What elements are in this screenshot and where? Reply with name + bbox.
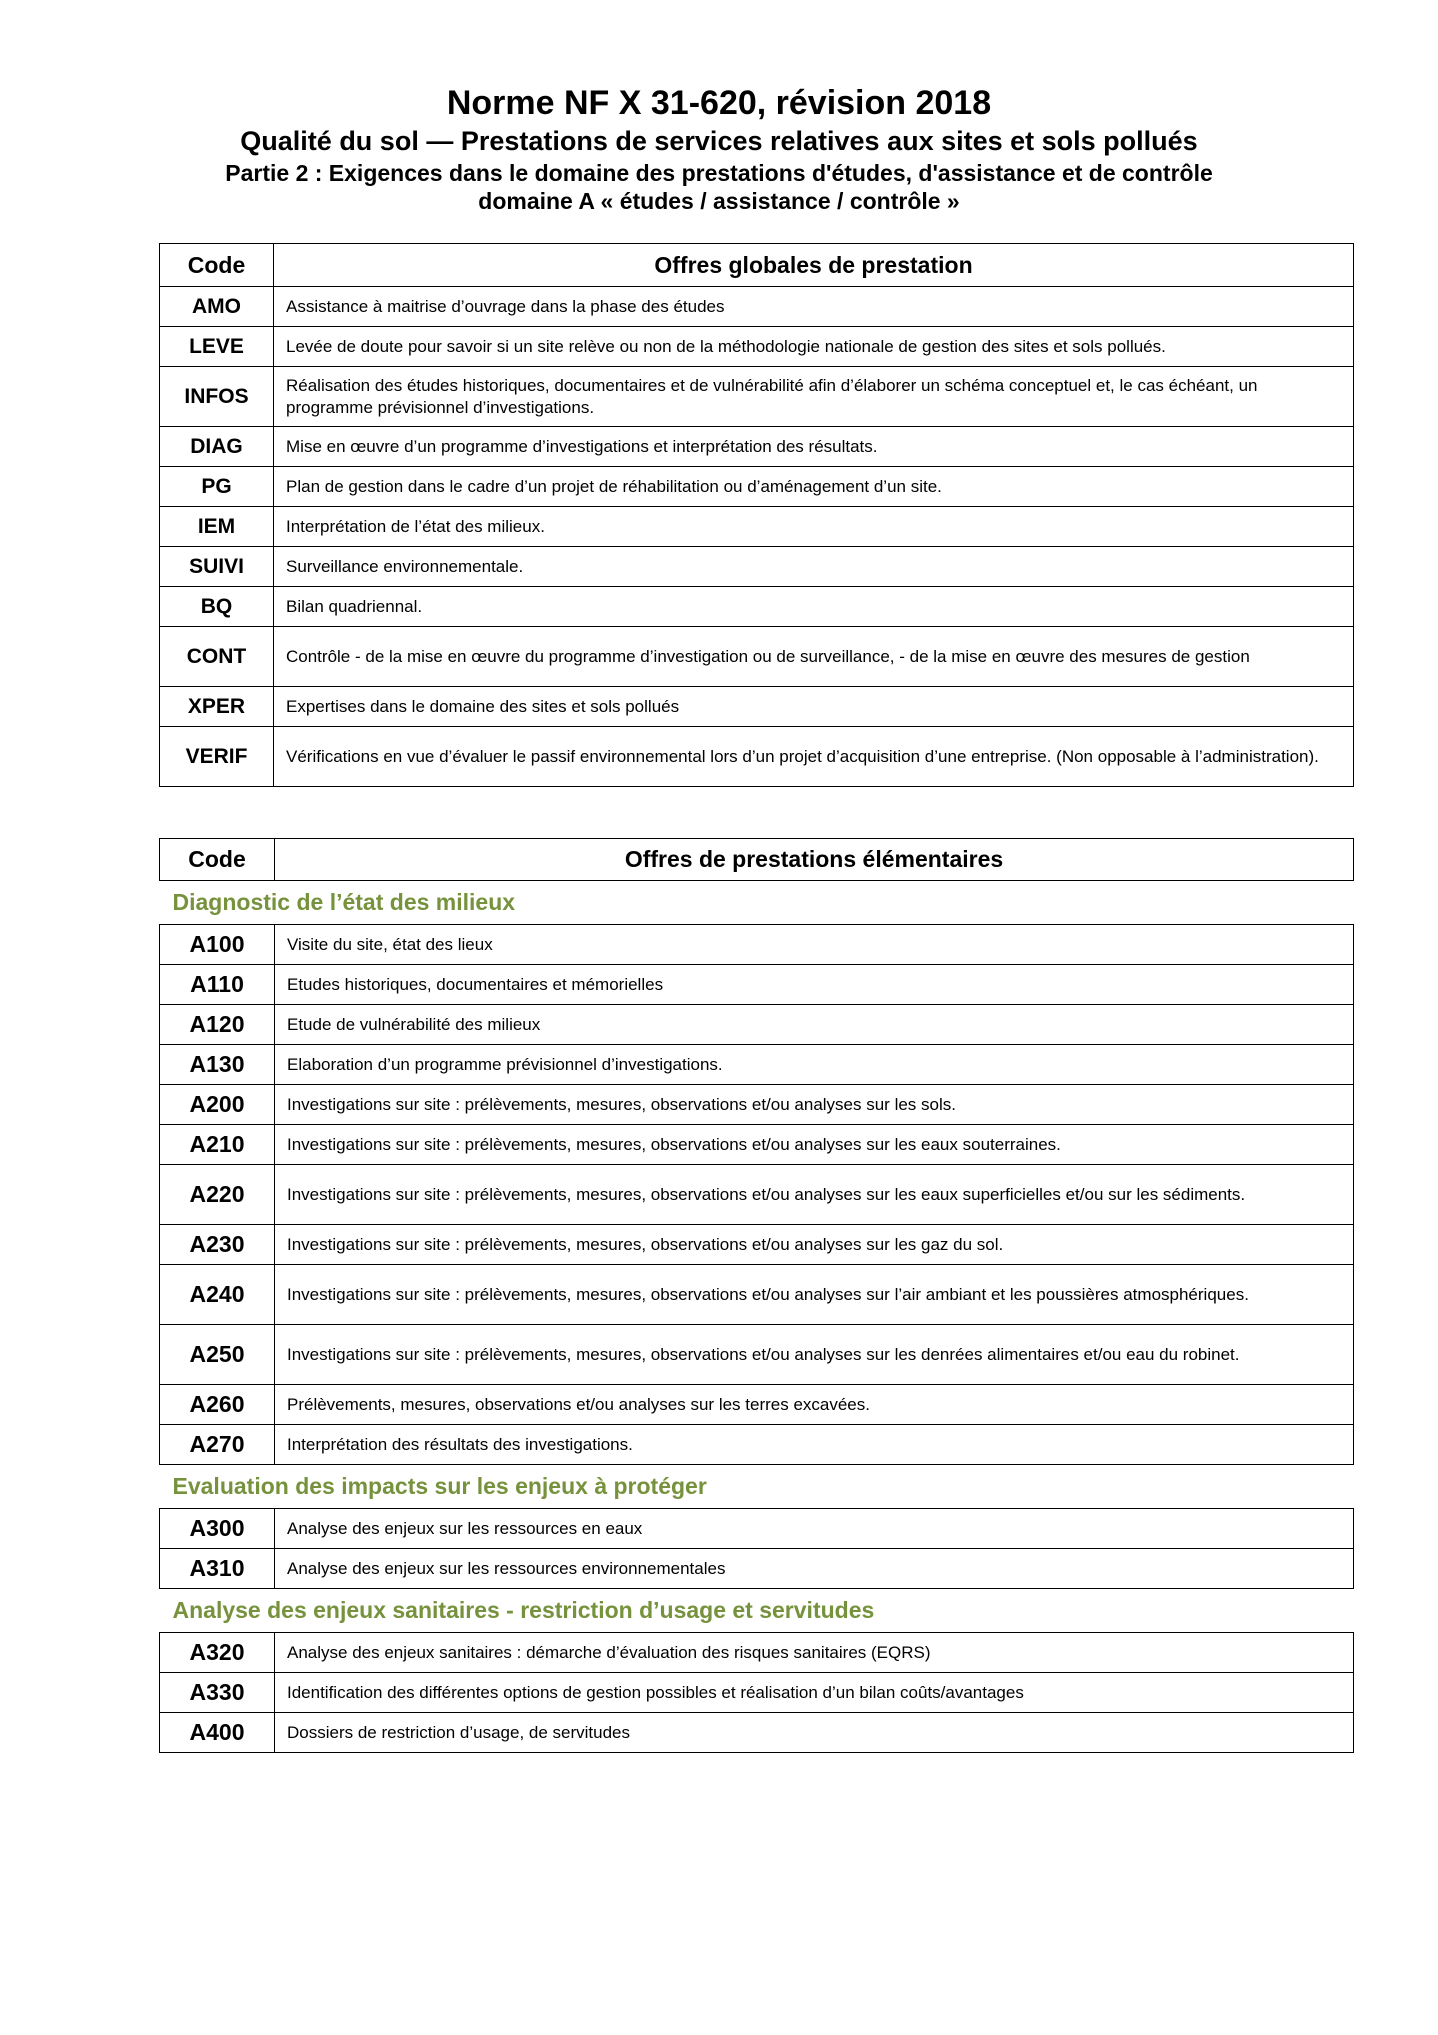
row-description: Réalisation des études historiques, documentaires et de vulnérabilité afin d’élaborer un schéma conceptuel et, le cas échéant, un programme prévisionnel d’investigations. <box>274 367 1354 427</box>
column-header-offers: Offres de prestations élémentaires <box>275 839 1354 881</box>
row-description: Investigations sur site : prélèvements, mesures, observations et/ou analyses sur les eaux superficielles et/ou sur les sédiments. <box>275 1165 1354 1225</box>
table-row <box>160 1549 1354 1589</box>
row-description: Investigations sur site : prélèvements, mesures, observations et/ou analyses sur les gaz du sol. <box>275 1225 1354 1265</box>
column-header-code: Code <box>160 839 275 881</box>
row-code: A200 <box>160 1085 275 1125</box>
row-code: A120 <box>160 1005 275 1045</box>
row-code: PG <box>160 467 274 507</box>
table-row <box>160 427 1354 467</box>
table-row <box>160 1225 1354 1265</box>
table-row <box>160 1385 1354 1425</box>
table-row <box>160 507 1354 547</box>
section-heading-row <box>160 1589 1354 1633</box>
row-description: Visite du site, état des lieux <box>275 925 1354 965</box>
row-description: Vérifications en vue d’évaluer le passif environnemental lors d’un projet d’acquisition d’une entreprise. (Non opposable à l’administration). <box>274 727 1354 787</box>
row-code: AMO <box>160 287 274 327</box>
table-row <box>160 1509 1354 1549</box>
table-row <box>160 687 1354 727</box>
table-row <box>160 327 1354 367</box>
table-row <box>160 1125 1354 1165</box>
table-row <box>160 1633 1354 1673</box>
row-code: A210 <box>160 1125 275 1165</box>
row-description: Contrôle - de la mise en œuvre du programme d’investigation ou de surveillance, - de la mise en œuvre des mesures de gestion <box>274 627 1354 687</box>
section-heading: Analyse des enjeux sanitaires - restriction d’usage et servitudes <box>160 1589 1354 1633</box>
table-row <box>160 1085 1354 1125</box>
row-code: A270 <box>160 1425 275 1465</box>
table-row <box>160 587 1354 627</box>
table-row <box>160 467 1354 507</box>
row-description: Investigations sur site : prélèvements, mesures, observations et/ou analyses sur les eaux souterraines. <box>275 1125 1354 1165</box>
row-code: A260 <box>160 1385 275 1425</box>
row-description: Interprétation des résultats des investigations. <box>275 1425 1354 1465</box>
elementary-offers-table <box>159 838 1354 1753</box>
row-description: Etudes historiques, documentaires et mémorielles <box>275 965 1354 1005</box>
document-part: Partie 2 : Exigences dans le domaine des prestations d'études, d'assistance et de contrôle <box>225 160 1213 186</box>
row-description: Dossiers de restriction d’usage, de servitudes <box>275 1713 1354 1753</box>
table-row <box>160 965 1354 1005</box>
row-code: LEVE <box>160 327 274 367</box>
table-row <box>160 1165 1354 1225</box>
row-code: VERIF <box>160 727 274 787</box>
row-code: INFOS <box>160 367 274 427</box>
section-heading: Diagnostic de l’état des milieux <box>160 881 1354 925</box>
table-row <box>160 1045 1354 1085</box>
document-domain: domaine A « études / assistance / contrôle » <box>478 188 960 214</box>
table-row <box>160 547 1354 587</box>
section-heading-row <box>160 881 1354 925</box>
table-row <box>160 1425 1354 1465</box>
table-header-row <box>160 244 1354 287</box>
row-description: Analyse des enjeux sur les ressources en eaux <box>275 1509 1354 1549</box>
row-description: Investigations sur site : prélèvements, mesures, observations et/ou analyses sur les denrées alimentaires et/ou eau du robinet. <box>275 1325 1354 1385</box>
row-description: Bilan quadriennal. <box>274 587 1354 627</box>
table-row <box>160 1713 1354 1753</box>
row-description: Mise en œuvre d’un programme d’investigations et interprétation des résultats. <box>274 427 1354 467</box>
row-code: A240 <box>160 1265 275 1325</box>
row-description: Prélèvements, mesures, observations et/ou analyses sur les terres excavées. <box>275 1385 1354 1425</box>
table-row <box>160 925 1354 965</box>
row-code: A110 <box>160 965 275 1005</box>
section-heading: Evaluation des impacts sur les enjeux à protéger <box>160 1465 1354 1509</box>
row-description: Investigations sur site : prélèvements, mesures, observations et/ou analyses sur l’air ambiant et les poussières atmosphériques. <box>275 1265 1354 1325</box>
table-header-row <box>160 839 1354 881</box>
row-code: A300 <box>160 1509 275 1549</box>
row-description: Etude de vulnérabilité des milieux <box>275 1005 1354 1045</box>
row-code: SUIVI <box>160 547 274 587</box>
table-row <box>160 1005 1354 1045</box>
table-row <box>160 1265 1354 1325</box>
column-header-code: Code <box>160 244 274 287</box>
table-row <box>160 1673 1354 1713</box>
document-subtitle: Qualité du sol — Prestations de services relatives aux sites et sols pollués <box>240 126 1198 156</box>
row-code: A320 <box>160 1633 275 1673</box>
row-description: Levée de doute pour savoir si un site relève ou non de la méthodologie nationale de gestion des sites et sols pollués. <box>274 327 1354 367</box>
row-code: A220 <box>160 1165 275 1225</box>
row-code: A250 <box>160 1325 275 1385</box>
row-code: CONT <box>160 627 274 687</box>
row-description: Interprétation de l’état des milieux. <box>274 507 1354 547</box>
row-description: Expertises dans le domaine des sites et sols pollués <box>274 687 1354 727</box>
table-row <box>160 1325 1354 1385</box>
row-code: XPER <box>160 687 274 727</box>
table-row <box>160 727 1354 787</box>
row-description: Identification des différentes options de gestion possibles et réalisation d’un bilan coûts/avantages <box>275 1673 1354 1713</box>
row-description: Plan de gestion dans le cadre d’un projet de réhabilitation ou d’aménagement d’un site. <box>274 467 1354 507</box>
row-code: DIAG <box>160 427 274 467</box>
column-header-offers: Offres globales de prestation <box>274 244 1354 287</box>
table-row <box>160 627 1354 687</box>
row-code: IEM <box>160 507 274 547</box>
row-description: Investigations sur site : prélèvements, mesures, observations et/ou analyses sur les sols. <box>275 1085 1354 1125</box>
row-description: Analyse des enjeux sanitaires : démarche d’évaluation des risques sanitaires (EQRS) <box>275 1633 1354 1673</box>
table-row <box>160 287 1354 327</box>
row-code: A130 <box>160 1045 275 1085</box>
row-code: A310 <box>160 1549 275 1589</box>
global-offers-table <box>159 243 1354 787</box>
row-code: A330 <box>160 1673 275 1713</box>
table-row <box>160 367 1354 427</box>
row-code: A100 <box>160 925 275 965</box>
document-title: Norme NF X 31-620, révision 2018 <box>446 84 992 122</box>
row-code: A400 <box>160 1713 275 1753</box>
row-code: BQ <box>160 587 274 627</box>
row-description: Elaboration d’un programme prévisionnel d’investigations. <box>275 1045 1354 1085</box>
section-heading-row <box>160 1465 1354 1509</box>
row-description: Assistance à maitrise d’ouvrage dans la phase des études <box>274 287 1354 327</box>
row-code: A230 <box>160 1225 275 1265</box>
row-description: Surveillance environnementale. <box>274 547 1354 587</box>
row-description: Analyse des enjeux sur les ressources environnementales <box>275 1549 1354 1589</box>
